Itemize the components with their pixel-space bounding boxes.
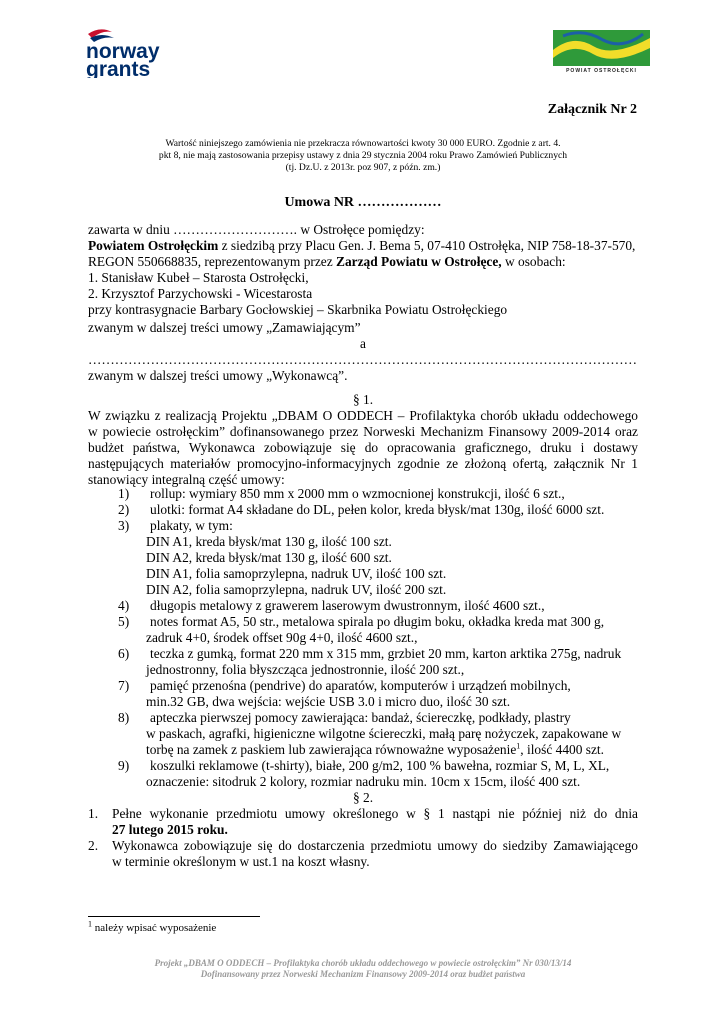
item-text: w paskach, agrafki, higieniczne wilgotne ściereczki, małą parę nożyczek, zapakowane w: [146, 726, 622, 741]
list-item: [88, 710, 638, 758]
section-2-heading: § 2.: [352, 790, 374, 805]
item-number: 6): [118, 646, 130, 661]
norway-grants-logo: [84, 26, 174, 78]
norway-logo-word: norway: [86, 40, 160, 63]
item-number: 4): [118, 598, 130, 613]
annex-number: Załącznik Nr 2: [547, 102, 637, 117]
footer-line: Dofinansowany przez Norweski Mechanizm Finansowy 2009-2014 oraz budżet państwa: [200, 969, 526, 979]
list-item: [88, 502, 638, 518]
grants-logo-word: grants: [86, 58, 151, 78]
item-text: pamięć przenośna (pendrive) do aparatów, komputerów i urządzeń mobilnych,: [150, 678, 571, 693]
list-item: [88, 758, 638, 790]
countersign-line: przy kontrasygnacie Barbary Gocłowskiej – Skarbnika Powiatu Ostrołęckiego: [88, 302, 508, 317]
item-text: zadruk 4+0, środek offset 90g 4+0, ilość 4600 szt.,: [146, 630, 418, 645]
party1-line2: [88, 254, 638, 270]
party1-board: Zarząd Powiatu w Ostrołęce,: [336, 254, 502, 269]
item-number: 9): [118, 758, 130, 773]
section-2-item-2: [88, 838, 638, 854]
footnote-ref: 1: [516, 741, 521, 751]
list-item: [88, 598, 638, 614]
item-text: DIN A1, kreda błysk/mat 130 g, ilość 100 szt.: [146, 534, 392, 549]
item-number: 8): [118, 710, 130, 725]
list-item: [88, 646, 638, 678]
item-text: DIN A2, folia samoprzylepna, nadruk UV, ilość 200 szt.: [146, 582, 447, 597]
footnote-text: należy wpisać wyposażenie: [92, 922, 217, 934]
footnote-marker: 1: [88, 919, 92, 929]
materials-list: [88, 486, 638, 790]
footnote-divider: [88, 916, 260, 917]
contract-title: Umowa NR ………………: [284, 195, 442, 210]
item-text: Pełne wykonanie przedmiotu umowy określonego w § 1 nastąpi nie później niż do dnia: [112, 806, 638, 821]
footnote: [88, 919, 217, 934]
paragraph-line: następujących materiałów promocyjno-informacyjnych zgodnie ze złożoną ofertą, załącznik Nr 1: [88, 456, 638, 471]
page-footer: [88, 958, 638, 980]
representative-2: 2. Krzysztof Parzychowski - Wicestarosta: [88, 286, 313, 301]
item-text: plakaty, w tym:: [150, 518, 233, 533]
item-text: koszulki reklamowe (t-shirty), białe, 200 g/m2, 100 % bawełna, rozmiar S, M, L, XL,: [150, 758, 610, 773]
item-text: DIN A2, kreda błysk/mat 130 g, ilość 600 szt.: [146, 550, 392, 565]
notice-line: (tj. Dz.U. z 2013r. poz 907, z późn. zm.): [285, 162, 441, 173]
item-text: ulotki: format A4 składane do DL, pełen kolor, kreda błysk/mat 130g, ilość 6000 szt.: [150, 502, 605, 517]
item-number: 7): [118, 678, 130, 693]
parties-section: [88, 222, 638, 384]
item-text-part: torbę na zamek z paskiem lub zawierająca równoważne wyposażenie: [146, 742, 517, 757]
item-text: apteczka pierwszej pomocy zawierająca: bandaż, ściereczkę, podkłady, plastry: [150, 710, 571, 725]
called-employer: zwanym w dalszej treści umowy „Zamawiającym”: [88, 320, 361, 335]
party1-address: z siedzibą przy Placu Gen. J. Bema 5, 07-410 Ostrołęka, NIP 758-18-37-570,: [218, 238, 636, 253]
section-1-heading: § 1.: [352, 392, 374, 407]
paragraph-line: W związku z realizacją Projektu „DBAM O ODDECH – Profilaktyka chorób układu oddechowego: [88, 408, 638, 423]
called-contractor: zwanym w dalszej treści umowy „Wykonawcą”.: [88, 368, 348, 383]
section-1-paragraph: [88, 408, 638, 488]
party1-name: Powiatem Ostrołęckim: [88, 238, 219, 253]
item-text: długopis metalowy z grawerem laserowym dwustronnym, ilość 4600 szt.,: [150, 598, 545, 613]
representative-1: 1. Stanisław Kubeł – Starosta Ostrołęcki,: [88, 270, 309, 285]
paragraph-line: stanowiący integralną część umowy:: [88, 472, 285, 487]
list-item: [88, 614, 638, 646]
contractor-dots: ……………………………………………………………………………………………………………: [88, 352, 638, 367]
footer-line: Projekt „DBAM O ODDECH – Profilaktyka chorób układu oddechowego w powiecie ostrołęckim” Nr 030/13/14: [154, 958, 572, 968]
list-item: [88, 518, 638, 598]
item-text: oznaczenie: sitodruk 2 kolory, rozmiar nadruku min. 10cm x 15cm, ilość 400 szt.: [146, 774, 581, 789]
party1-line: [88, 238, 638, 254]
party1-regon: REGON 550668835, reprezentowanym przez: [88, 254, 337, 269]
item-text: min.32 GB, dwa wejścia: wejście USB 3.0 i micro duo, ilość 30 szt.: [146, 694, 511, 709]
item-text: jednostronny, folia błyszcząca jednostronnie, ilość 200 szt.,: [146, 662, 465, 677]
notice-line: pkt 8, nie mają zastosowania przepisy ustawy z dnia 29 stycznia 2004 roku Prawo Zamówień Publicznych: [158, 150, 568, 161]
item-text: DIN A1, folia samoprzylepna, nadruk UV, ilość 100 szt.: [146, 566, 447, 581]
section-2: [88, 790, 638, 870]
party1-persons: w osobach:: [501, 254, 566, 269]
powiat-logo-label: POWIAT OSTROŁĘCKI: [566, 68, 637, 74]
item-number: 2.: [88, 838, 99, 853]
list-item: [88, 678, 638, 710]
section-1: [88, 392, 638, 488]
list-item: [88, 486, 638, 502]
item-text: Wykonawca zobowiązuje się do dostarczenia przedmiotu umowy do siedziby Zamawiającego: [112, 838, 638, 853]
deadline-date: 27 lutego 2015 roku.: [112, 822, 228, 837]
item-number: 1.: [88, 806, 99, 821]
paragraph-line: budżet państwa, Wykonawca zobowiązuje się do opracowania graficznego, druku i dostawy: [88, 440, 638, 455]
item-text-part: , ilość 4400 szt.: [520, 742, 604, 757]
notice-line: Wartość niniejszego zamówienia nie przekracza równowartości kwoty 30 000 EURO. Zgodnie z art. 4.: [165, 138, 561, 149]
item-text: rollup: wymiary 850 mm x 2000 mm o wzmocnionej konstrukcji, ilość 6 szt.,: [150, 486, 565, 501]
item-number: 3): [118, 518, 130, 533]
item-text: notes format A5, 50 str., metalowa spirala po długim boku, okładka kreda mat 300 g,: [150, 614, 605, 629]
item-text: teczka z gumką, format 220 mm x 315 mm, grzbiet 20 mm, karton arktika 275g, nadruk: [150, 646, 622, 661]
item-text: w terminie określonym w ust.1 na koszt własny.: [112, 854, 370, 869]
item-number: 1): [118, 486, 130, 501]
item-number: 2): [118, 502, 130, 517]
procurement-notice: [88, 138, 638, 174]
item-number: 5): [118, 614, 130, 629]
intro-line: zawarta w dniu ………………………. w Ostrołęce pomiędzy:: [88, 222, 425, 237]
section-2-item-1: [88, 806, 638, 822]
paragraph-line: w powiecie ostrołęckim” dofinansowanego przez Norweski Mechanizm Finansowy 2009-2014 oraz: [88, 424, 638, 439]
and-word: a: [360, 336, 366, 351]
item-text: [88, 742, 638, 758]
